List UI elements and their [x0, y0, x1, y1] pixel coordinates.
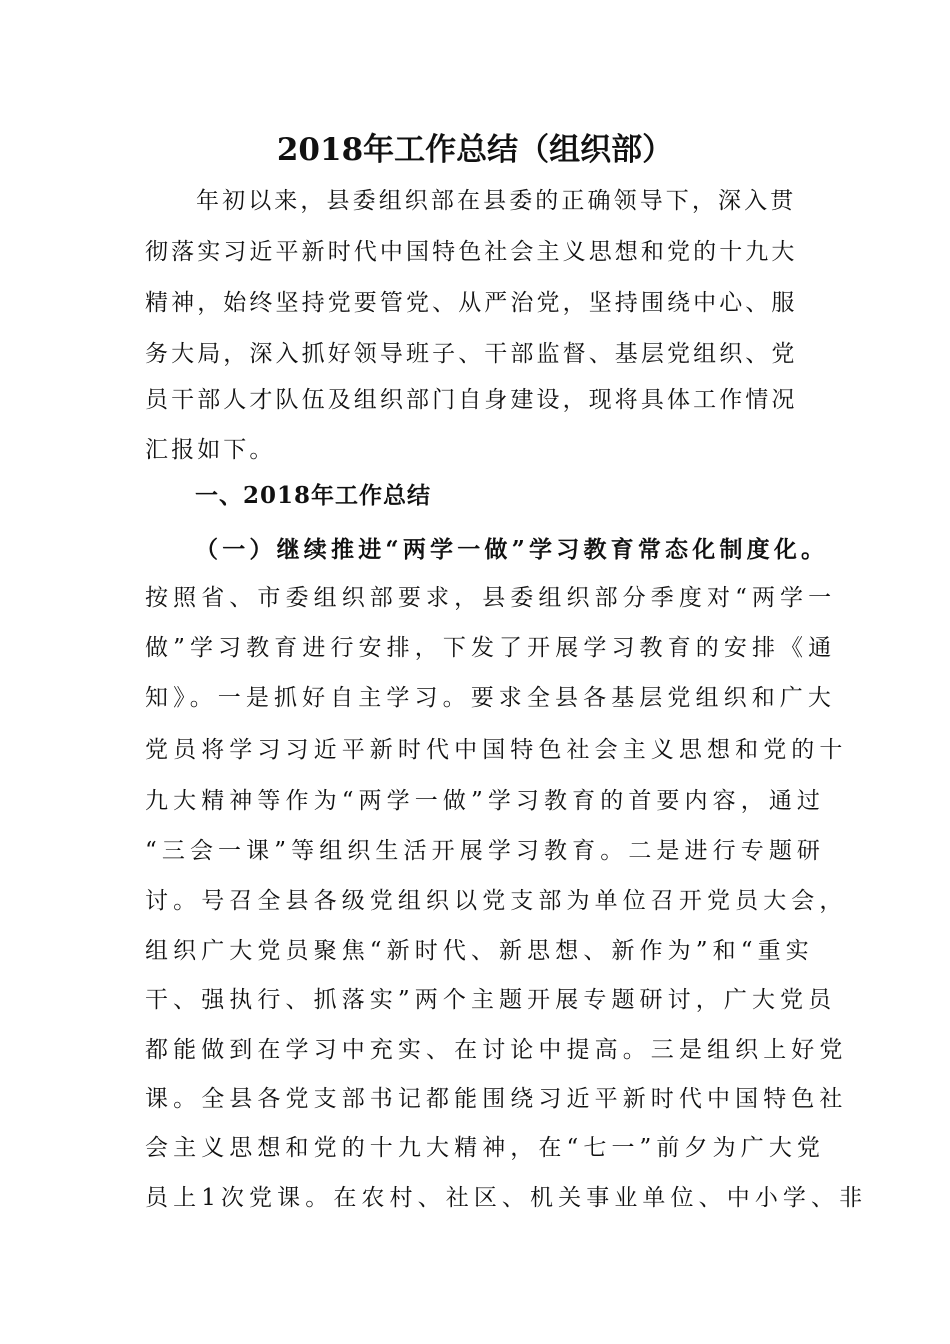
intro-line: 年初以来，县委组织部在县委的正确领导下，深入贯	[196, 188, 797, 214]
body-line: 都能做到在学习中充实、在讨论中提高。三是组织上好党	[145, 1037, 848, 1063]
body-line: 按照省、市委组织部要求，县委组织部分季度对“两学一	[145, 585, 837, 611]
intro-line: 员干部人才队伍及组织部门自身建设，现将具体工作情况	[145, 387, 798, 413]
body-line: 九大精神等作为“两学一做”学习教育的首要内容，通过	[145, 788, 826, 814]
body-line: 党员将学习习近平新时代中国特色社会主义思想和党的十	[145, 737, 848, 763]
intro-line: 务大局，深入抓好领导班子、干部监督、基层党组织、党	[145, 341, 798, 367]
document-title: 2018年工作总结（组织部）	[276, 132, 674, 168]
body-line: 课。全县各党支部书记都能围绕习近平新时代中国特色社	[145, 1086, 848, 1112]
section-heading: 一、2018年工作总结	[195, 482, 432, 509]
intro-line: 汇报如下。	[145, 437, 276, 463]
subsection-heading: （一）继续推进“两学一做”学习教育常态化制度化。	[195, 536, 829, 563]
body-line: 做”学习教育进行安排，下发了开展学习教育的安排《通	[145, 635, 837, 661]
intro-line: 彻落实习近平新时代中国特色社会主义思想和党的十九大	[145, 239, 798, 265]
body-line: 会主义思想和党的十九大精神，在“七一”前夕为广大党	[145, 1135, 826, 1161]
body-line: 员上1次党课。在农村、社区、机关事业单位、中小学、非	[145, 1185, 868, 1211]
body-line: 干、强执行、抓落实”两个主题开展专题研讨，广大党员	[145, 987, 837, 1013]
body-line: 讨。号召全县各级党组织以党支部为单位召开党员大会，	[145, 888, 848, 914]
body-line: 知》。一是抓好自主学习。要求全县各基层党组织和广大	[145, 685, 836, 711]
intro-line: 精神，始终坚持党要管党、从严治党，坚持围绕中心、服	[145, 290, 798, 316]
body-line: 组织广大党员聚焦“新时代、新思想、新作为”和“重实	[145, 938, 814, 964]
body-line: “三会一课”等组织生活开展学习教育。二是进行专题研	[145, 838, 826, 864]
